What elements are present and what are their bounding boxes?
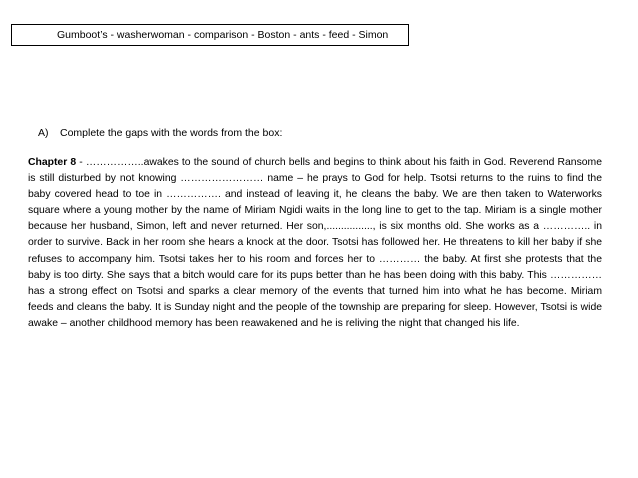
question-instruction: Complete the gaps with the words from the box:: [60, 127, 283, 139]
word-box-text: Gumboot’s - washerwoman - comparison - Boston - ants - feed - Simon: [57, 29, 389, 41]
chapter-label: Chapter 8: [28, 157, 77, 168]
word-box: [11, 24, 409, 46]
chapter-passage: [28, 155, 602, 332]
passage-body: - ……………..awakes to the sound of church bells and begins to think about his faith in God. Reverend Ransome is still disturbed by not knowing …………………… name – he prays to God for help. Tsotsi returns to the ruins to find the baby covered head to toe in ……………. and instead of leaving it, he cleans the baby. We are then taken to Waterworks square where a young mother by the name of Miriam Ngidi waits in the long line to get to the tap. Miriam is a single mother because her husband, Simon, left and never returned. Her son,................, is six months old. She works as a ………….. in order to survive. Back in her room she hears a knock at the door. Tsotsi has followed her. He threatens to kill her baby if she refuses to accompany him. Tsotsi takes her to his room and forces her to ………… the baby. At first she protests that the baby is too dirty. She says that a bitch would care for its pups better than he has been doing with this baby. This …………… has a strong effect on Tsotsi and sparks a clear memory of the events that turned him into what he has become. Miriam feeds and cleans the baby. It is Sunday night and the people of the township are preparing for sleep. However, Tsotsi is wide awake – another childhood memory has been reawakened and he is reliving the night that changed his life.: [28, 157, 602, 329]
question-letter: A): [38, 127, 49, 139]
question-a: [38, 127, 282, 139]
